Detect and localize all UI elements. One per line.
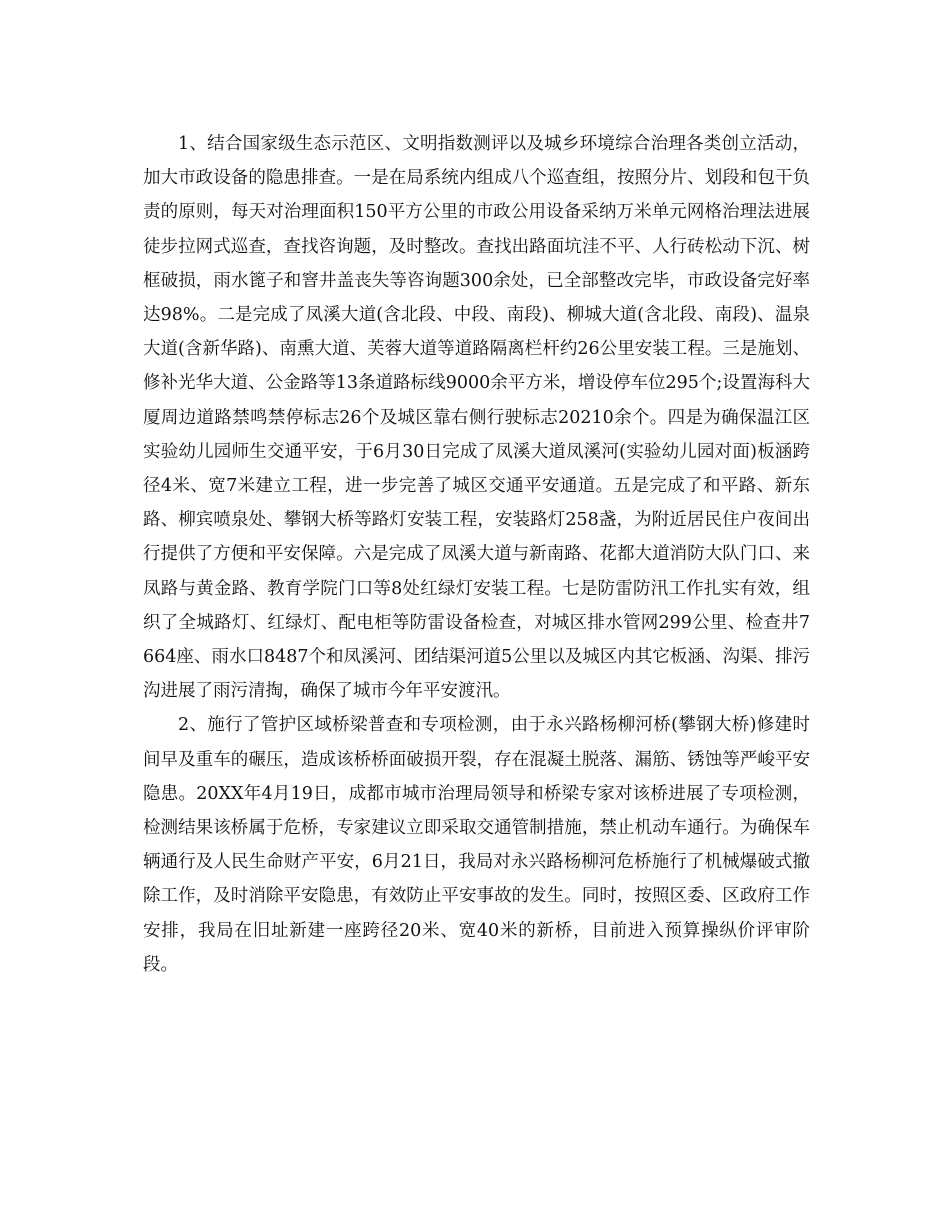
document-body (143, 127, 810, 982)
paragraph-1: 1、结合国家级生态示范区、文明指数测评以及城乡环境综合治理各类创立活动，加大市政设备的隐患排查。一是在局系统内组成八个巡查组，按照分片、划段和包干负责的原则，每天对治理面积150平方公里的市政公用设备采纳万米单元网格治理法进展徒步拉网式巡查，查找咨询题，及时整改。查找出路面坑洼不平、人行砖松动下沉、树框破损，雨水篦子和窨井盖丧失等咨询题300余处，已全部整改完毕，市政设备完好率达98%。二是完成了凤溪大道(含北段、中段、南段)、柳城大道(含北段、南段)、温泉大道(含新华路)、南熏大道、芙蓉大道等道路隔离栏杆约26公里安装工程。三是施划、修补光华大道、公金路等13条道路标线9000余平方米，增设停车位295个;设置海科大厦周边道路禁鸣禁停标志26个及城区靠右侧行驶标志20210余个。四是为确保温江区实验幼儿园师生交通平安，于6月30日完成了凤溪大道凤溪河(实验幼儿园对面)板涵跨径4米、宽7米建立工程，进一步完善了城区交通平安通道。五是完成了和平路、新东路、柳宾喷泉处、攀钢大桥等路灯安装工程，安装路灯258盏，为附近居民住户夜间出行提供了方便和平安保障。六是完成了凤溪大道与新南路、花都大道消防大队门口、来凤路与黄金路、教育学院门口等8处红绿灯安装工程。七是防雷防汛工作扎实有效，组织了全城路灯、红绿灯、配电柜等防雷设备检查，对城区排水管网299公里、检查井7664座、雨水口8487个和凤溪河、团结渠河道5公里以及城区内其它板涵、沟渠、排污沟进展了雨污清掏，确保了城市今年平安渡汛。 (143, 134, 810, 702)
paragraph-2: 2、施行了管护区域桥梁普查和专项检测，由于永兴路杨柳河桥(攀钢大桥)修建时间早及重车的碾压，造成该桥桥面破损开裂，存在混凝土脱落、漏筋、锈蚀等严峻平安隐患。20XX年4月19日，成都市城市治理局领导和桥梁专家对该桥进展了专项检测，检测结果该桥属于危桥，专家建议立即采取交通管制措施，禁止机动车通行。为确保车辆通行及人民生命财产平安，6月21日，我局对永兴路杨柳河危桥施行了机械爆破式撤除工作，及时消除平安隐患，有效防止平安事故的发生。同时，按照区委、区政府工作安排，我局在旧址新建一座跨径20米、宽40米的新桥，目前进入预算操纵价评审阶段。 (143, 715, 810, 975)
